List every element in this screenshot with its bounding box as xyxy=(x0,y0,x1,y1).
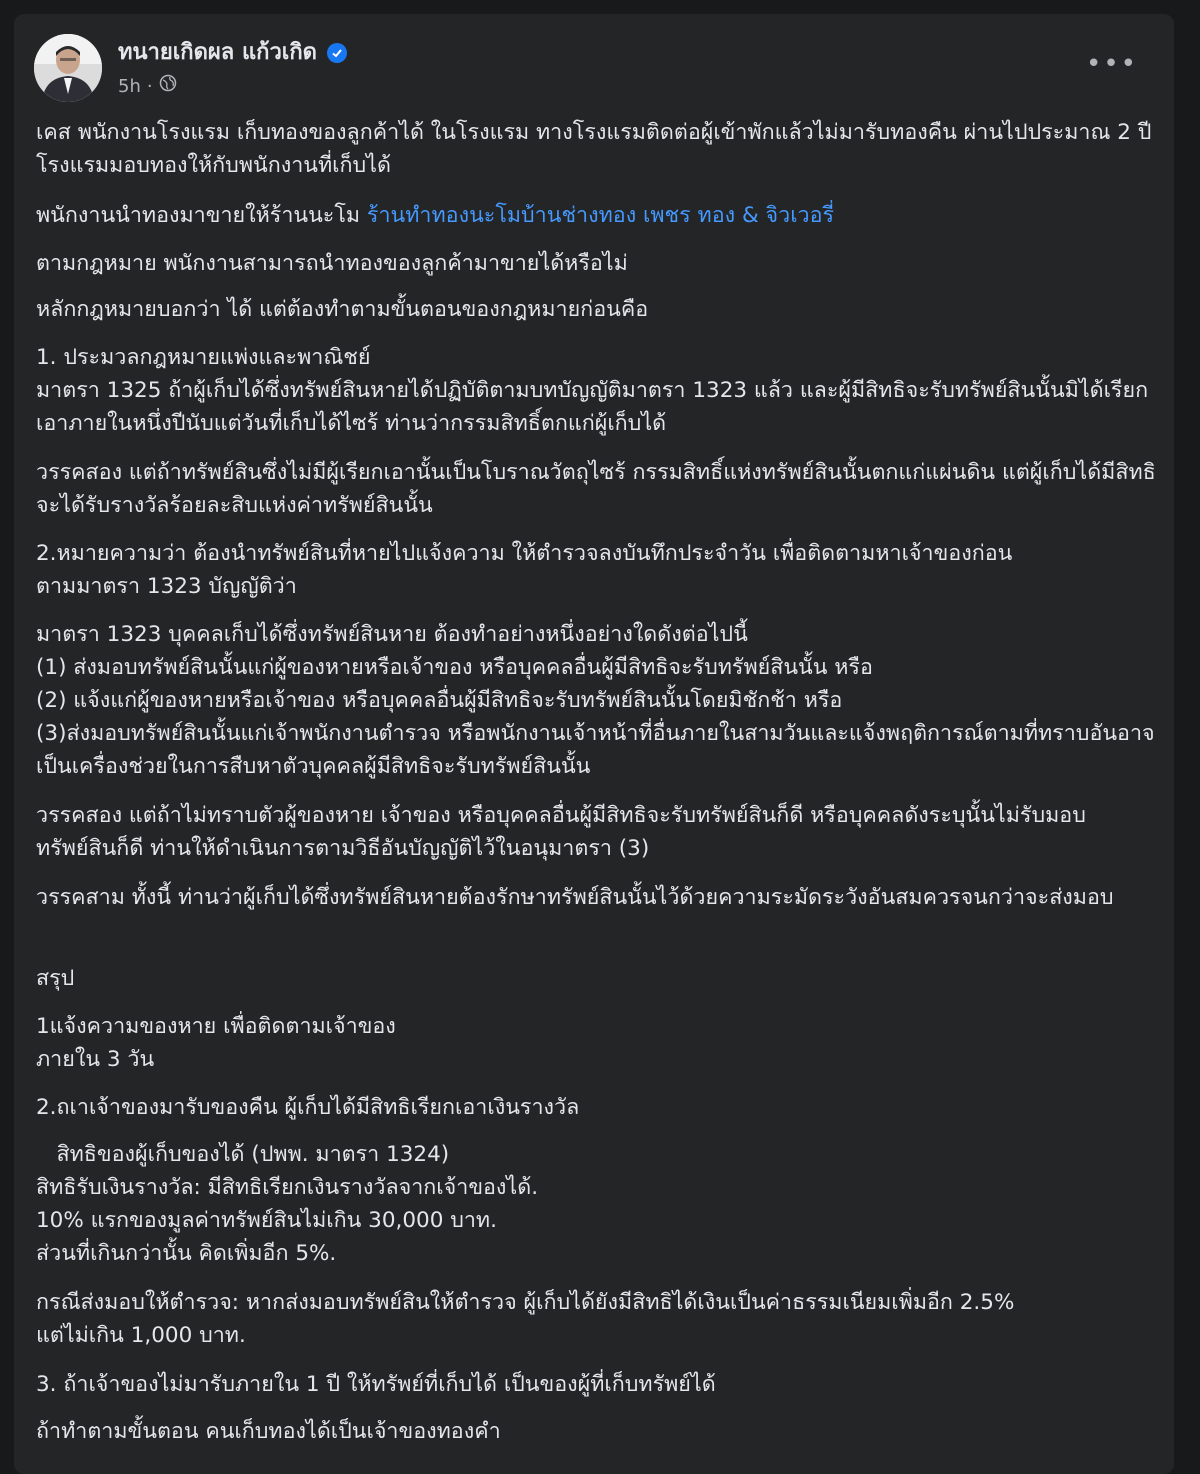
paragraph-case: เคส พนักงานโรงแรม เก็บทองของลูกค้าได้ ในโรงแรม ทางโรงแรมติดต่อผู้เข้าพักแล้วไม่มารับทองคืน ผ่านไปประมาณ 2 ปี โรงแรมมอบทองให้กับพนักงานที่เก็บได้ xyxy=(36,120,1152,178)
paragraph-1323-item-1: (1) ส่งมอบทรัพย์สินนั้นแก่ผู้ของหายหรือเจ้าของ หรือบุคคลอื่นผู้มีสิทธิจะรับทรัพย์สินนั้น หรือ xyxy=(36,655,873,680)
reward-rights-line-1: สิทธิรับเงินรางวัล: มีสิทธิเรียกเงินรางวัลจากเจ้าของได้. xyxy=(36,1175,539,1200)
paragraph-question: ตามกฎหมาย พนักงานสามารถนำทองของลูกค้ามาขายได้หรือไม่ xyxy=(36,251,628,276)
verified-badge-icon xyxy=(327,43,347,63)
reward-rights-line-2: 10% แรกของมูลค่าทรัพย์สินไม่เกิน 30,000 บาท. xyxy=(36,1208,497,1233)
more-options-icon[interactable]: ••• xyxy=(1085,49,1138,79)
paragraph-meaning: 2.หมายความว่า ต้องนำทรัพย์สินที่หายไปแจ้งความ ให้ตำรวจลงบันทึกประจำวัน เพื่อติดตามหาเจ้าของก่อน xyxy=(36,541,1013,566)
paragraph-1323-item-2: (2) แจ้งแก่ผู้ของหายหรือเจ้าของ หรือบุคคลอื่นผู้มีสิทธิจะรับทรัพย์สินนั้นโดยมิชักช้า หรือ xyxy=(36,688,843,713)
paragraph-section-1323: มาตรา 1323 บุคคลเก็บได้ซึ่งทรัพย์สินหาย ต้องทำอย่างหนึ่งอย่างใดดังต่อไปนี้ xyxy=(36,622,748,647)
reward-rights-title: สิทธิของผู้เก็บของได้ (ปพพ. มาตรา 1324) xyxy=(36,1142,450,1167)
conclusion: ถ้าทำตามขั้นตอน คนเก็บทองได้เป็นเจ้าของทองคำ xyxy=(36,1419,501,1444)
summary-step-1: 1แจ้งความของหาย เพื่อติดตามเจ้าของ xyxy=(36,1014,396,1039)
post-card xyxy=(14,14,1174,1474)
author-avatar[interactable] xyxy=(34,34,102,102)
summary-step-2: 2.ถเาเจ้าของมารับของคืน ผู้เก็บได้มีสิทธิเรียกเอาเงินรางวัล xyxy=(36,1095,580,1120)
paragraph-meaning-cont: ตามมาตรา 1323 บัญญัติว่า xyxy=(36,574,297,599)
meta-separator: · xyxy=(146,75,153,97)
paragraph-1325-second: วรรคสอง แต่ถ้าทรัพย์สินซึ่งไม่มีผู้เรียกเอานั้นเป็นโบราณวัตถุไซร้ กรรมสิทธิ์แห่งทรัพย์สินนั้นตกแก่แผ่นดิน แต่ผู้เก็บได้มีสิทธิจะได้รับรางวัลร้อยละสิบแห่งค่าทรัพย์สินนั้น xyxy=(36,460,1156,518)
police-case-line-2: แต่ไม่เกิน 1,000 บาท. xyxy=(36,1323,246,1348)
summary-step-1-cont: ภายใน 3 วัน xyxy=(36,1047,155,1072)
shop-link[interactable]: ร้านทำทองนะโมบ้านช่างทอง เพชร ทอง & จิวเวอรี่ xyxy=(366,203,835,228)
police-case-line-1: กรณีส่งมอบให้ตำรวจ: หากส่งมอบทรัพย์สินให้ตำรวจ ผู้เก็บได้ยังมีสิทธิได้เงินเป็นค่าธรรมเนียมเพิ่มอีก 2.5% xyxy=(36,1290,1015,1315)
paragraph-1323-second: วรรคสอง แต่ถ้าไม่ทราบตัวผู้ของหาย เจ้าของ หรือบุคคลอื่นผู้มีสิทธิจะรับทรัพย์สินก็ดี หรือบุคคลดังระบุนั้นไม่รับมอบทรัพย์สินก็ดี ท่านให้ดำเนินการตามวิธีอันบัญญัติไว้ในอนุมาตรา (3) xyxy=(36,803,1086,861)
paragraph-1323-item-3: (3)ส่งมอบทรัพย์สินนั้นแก่เจ้าพนักงานตำรวจ หรือพนักงานเจ้าหน้าที่อื่นภายในสามวันและแจ้งพฤติการณ์ตามที่ทราบอันอาจเป็นเครื่องช่วยในการสืบหาตัวบุคคลผู้มีสิทธิจะรับทรัพย์สินนั้น xyxy=(36,721,1155,779)
globe-icon[interactable] xyxy=(159,74,177,99)
paragraph-1323-third: วรรคสาม ทั้งนี้ ท่านว่าผู้เก็บได้ซึ่งทรัพย์สินหายต้องรักษาทรัพย์สินนั้นไว้ด้วยความระมัดระวังอันสมควรจนกว่าจะส่งมอบ xyxy=(36,885,1114,910)
avatar-image xyxy=(34,34,102,102)
author-header xyxy=(118,38,347,68)
paragraph-principle: หลักกฎหมายบอกว่า ได้ แต่ต้องทำตามขั้นตอนของกฎหมายก่อนคือ xyxy=(36,297,649,322)
paragraph-summary-title: สรุป xyxy=(36,966,75,991)
paragraph-code-title: 1. ประมวลกฎหมายแพ่งและพาณิชย์ xyxy=(36,345,371,370)
post-time[interactable]: 5h xyxy=(118,75,141,97)
paragraph-section-1325: มาตรา 1325 ถ้าผู้เก็บได้ซึ่งทรัพย์สินหายได้ปฏิบัติตามบทบัญญัติมาตรา 1323 แล้ว และผู้มีสิทธิจะรับทรัพย์สินนั้นมิได้เรียกเอาภายในหนึ่งปีนับแต่วันที่เก็บได้ไซร้ ท่านว่ากรรมสิทธิ์ตกแก่ผู้เก็บได้ xyxy=(36,378,1149,436)
summary-step-3: 3. ถ้าเจ้าของไม่มารับภายใน 1 ปี ให้ทรัพย์ที่เก็บได้ เป็นของผู้ที่เก็บทรัพย์ได้ xyxy=(36,1372,716,1397)
paragraph-sale-text: พนักงานนำทองมาขายให้ร้านนะโม xyxy=(36,203,367,228)
author-name[interactable]: ทนายเกิดผล แก้วเกิด xyxy=(118,40,317,65)
post-meta xyxy=(118,74,177,99)
reward-rights-line-3: ส่วนที่เกินกว่านั้น คิดเพิ่มอีก 5%. xyxy=(36,1241,337,1266)
paragraph-sale xyxy=(36,199,834,232)
